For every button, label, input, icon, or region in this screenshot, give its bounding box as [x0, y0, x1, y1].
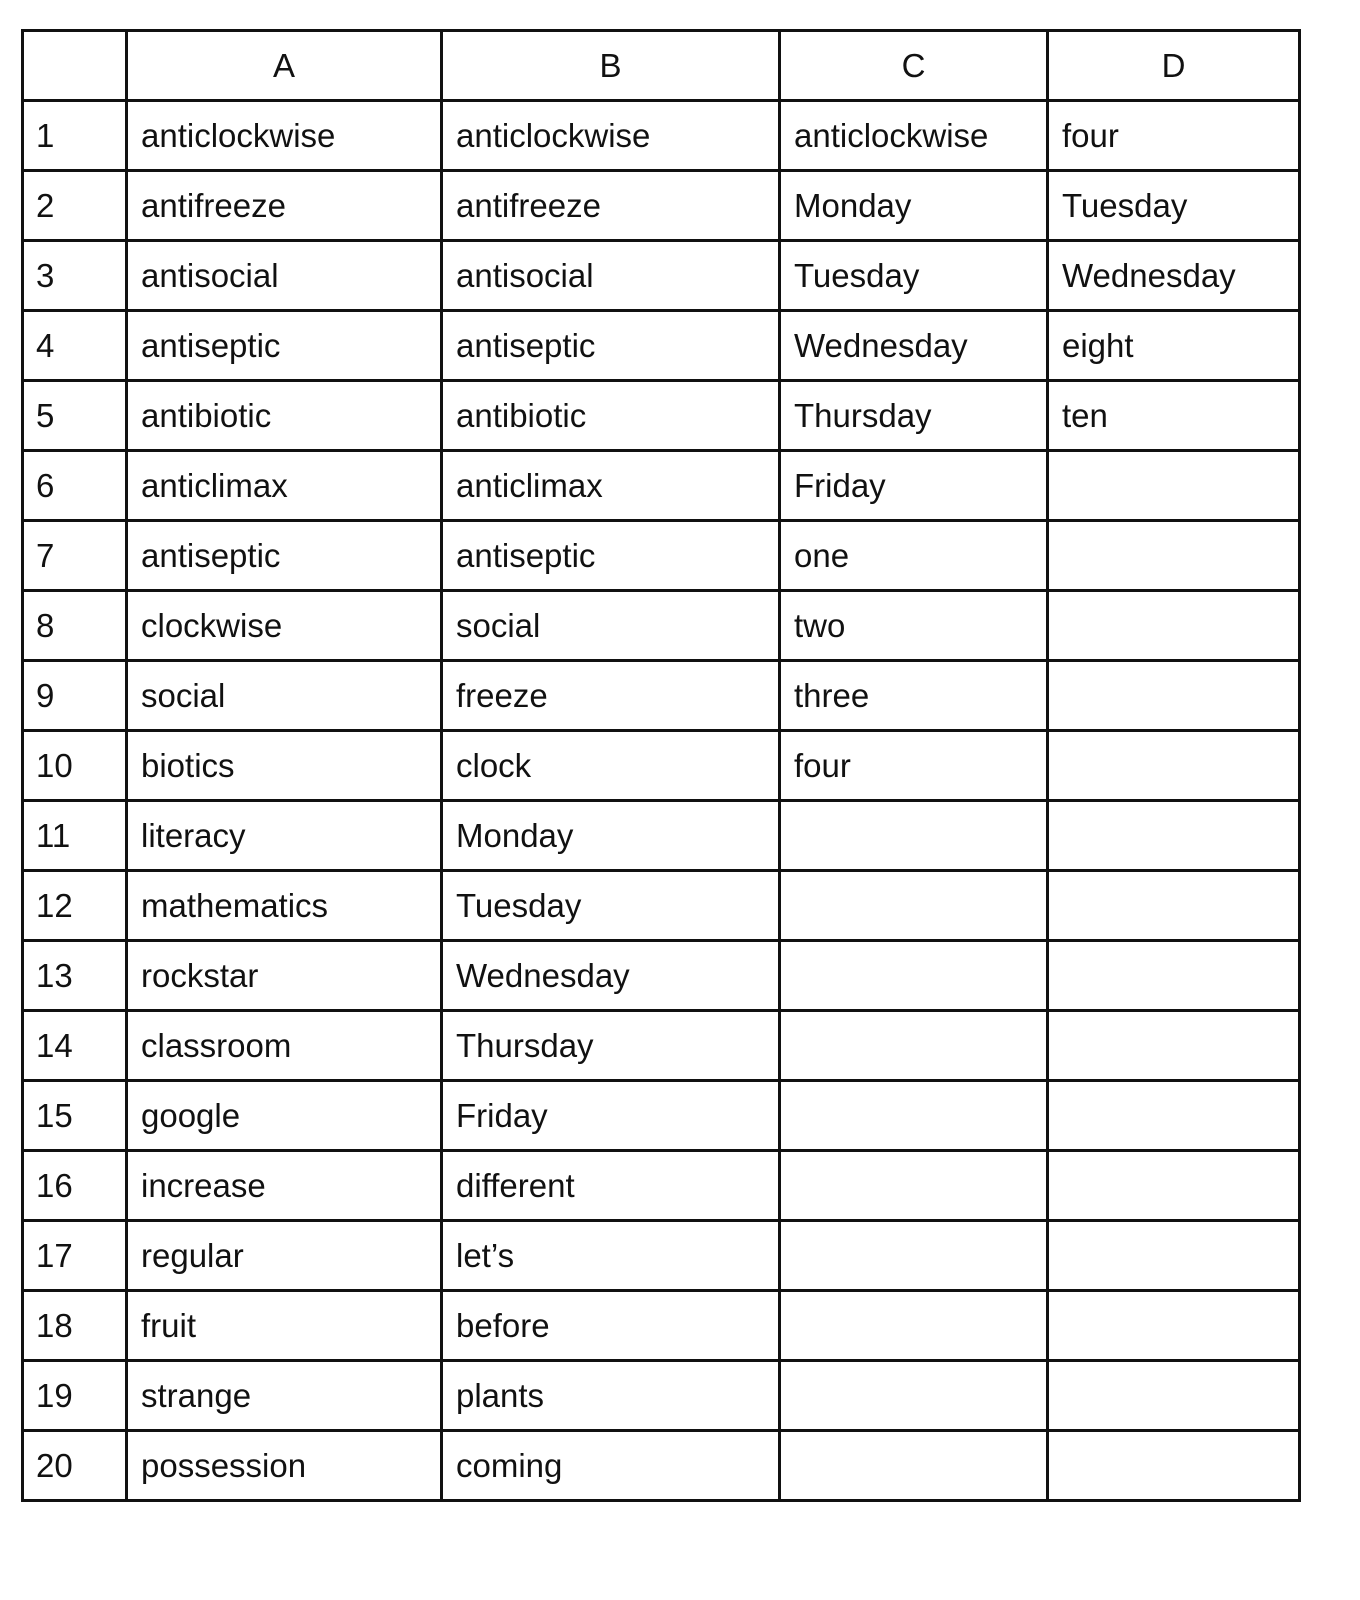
row-number: 5	[23, 381, 127, 451]
row-number: 11	[23, 801, 127, 871]
cell-d: Wednesday	[1048, 241, 1300, 311]
column-header-d: D	[1048, 31, 1300, 101]
cell-b: Wednesday	[442, 941, 780, 1011]
cell-b: antisocial	[442, 241, 780, 311]
row-number: 19	[23, 1361, 127, 1431]
table-row	[23, 171, 1300, 241]
table-row	[23, 1431, 1300, 1501]
cell-d	[1048, 1431, 1300, 1501]
cell-c: Tuesday	[780, 241, 1048, 311]
cell-c: two	[780, 591, 1048, 661]
table-row	[23, 381, 1300, 451]
cell-b: plants	[442, 1361, 780, 1431]
table-row	[23, 521, 1300, 591]
row-number: 20	[23, 1431, 127, 1501]
cell-c: Thursday	[780, 381, 1048, 451]
row-number: 6	[23, 451, 127, 521]
table-row	[23, 871, 1300, 941]
cell-b: social	[442, 591, 780, 661]
cell-b: let’s	[442, 1221, 780, 1291]
cell-d	[1048, 661, 1300, 731]
cell-c: three	[780, 661, 1048, 731]
cell-b: antiseptic	[442, 311, 780, 381]
table-row	[23, 591, 1300, 661]
cell-c: Friday	[780, 451, 1048, 521]
table-row	[23, 241, 1300, 311]
cell-d	[1048, 1151, 1300, 1221]
table-row	[23, 1011, 1300, 1081]
cell-a: classroom	[127, 1011, 442, 1081]
cell-c: Monday	[780, 171, 1048, 241]
table-row	[23, 731, 1300, 801]
cell-a: possession	[127, 1431, 442, 1501]
cell-b: anticlimax	[442, 451, 780, 521]
cell-c: Wednesday	[780, 311, 1048, 381]
cell-a: literacy	[127, 801, 442, 871]
cell-a: antiseptic	[127, 311, 442, 381]
cell-a: antibiotic	[127, 381, 442, 451]
cell-d	[1048, 1011, 1300, 1081]
cell-b: coming	[442, 1431, 780, 1501]
cell-d	[1048, 591, 1300, 661]
table-row	[23, 311, 1300, 381]
cell-a: antifreeze	[127, 171, 442, 241]
cell-c: four	[780, 731, 1048, 801]
cell-a: antisocial	[127, 241, 442, 311]
row-number: 9	[23, 661, 127, 731]
cell-c	[780, 1431, 1048, 1501]
cell-c	[780, 1221, 1048, 1291]
cell-d	[1048, 451, 1300, 521]
column-header-a: A	[127, 31, 442, 101]
cell-b: antiseptic	[442, 521, 780, 591]
table-row	[23, 941, 1300, 1011]
cell-d	[1048, 521, 1300, 591]
cell-c	[780, 1081, 1048, 1151]
cell-c: anticlockwise	[780, 101, 1048, 171]
cell-d: Tuesday	[1048, 171, 1300, 241]
cell-b: freeze	[442, 661, 780, 731]
cell-b: Thursday	[442, 1011, 780, 1081]
cell-d	[1048, 941, 1300, 1011]
cell-c	[780, 871, 1048, 941]
row-number: 12	[23, 871, 127, 941]
cell-b: before	[442, 1291, 780, 1361]
cell-d	[1048, 1361, 1300, 1431]
cell-c	[780, 1011, 1048, 1081]
cell-b: Tuesday	[442, 871, 780, 941]
row-number: 7	[23, 521, 127, 591]
table-row	[23, 1361, 1300, 1431]
table-row	[23, 801, 1300, 871]
cell-b: different	[442, 1151, 780, 1221]
cell-c: one	[780, 521, 1048, 591]
cell-d: four	[1048, 101, 1300, 171]
cell-b: antifreeze	[442, 171, 780, 241]
header-row	[23, 31, 1300, 101]
row-number: 3	[23, 241, 127, 311]
row-number: 1	[23, 101, 127, 171]
cell-a: regular	[127, 1221, 442, 1291]
cell-a: mathematics	[127, 871, 442, 941]
word-table	[21, 29, 1301, 1502]
cell-a: clockwise	[127, 591, 442, 661]
cell-b: anticlockwise	[442, 101, 780, 171]
cell-a: anticlockwise	[127, 101, 442, 171]
cell-c	[780, 1361, 1048, 1431]
row-number: 16	[23, 1151, 127, 1221]
cell-d: eight	[1048, 311, 1300, 381]
row-number: 17	[23, 1221, 127, 1291]
table-row	[23, 451, 1300, 521]
table-row	[23, 1291, 1300, 1361]
cell-c	[780, 1151, 1048, 1221]
cell-a: anticlimax	[127, 451, 442, 521]
cell-b: clock	[442, 731, 780, 801]
table-row	[23, 1151, 1300, 1221]
column-header-b: B	[442, 31, 780, 101]
cell-a: increase	[127, 1151, 442, 1221]
cell-a: fruit	[127, 1291, 442, 1361]
table-row	[23, 101, 1300, 171]
cell-d: ten	[1048, 381, 1300, 451]
cell-d	[1048, 801, 1300, 871]
cell-b: Friday	[442, 1081, 780, 1151]
table-row	[23, 1221, 1300, 1291]
cell-d	[1048, 1081, 1300, 1151]
cell-a: google	[127, 1081, 442, 1151]
cell-b: antibiotic	[442, 381, 780, 451]
cell-d	[1048, 731, 1300, 801]
cell-a: social	[127, 661, 442, 731]
table-body	[23, 101, 1300, 1501]
cell-d	[1048, 1291, 1300, 1361]
cell-c	[780, 941, 1048, 1011]
corner-cell	[23, 31, 127, 101]
cell-a: biotics	[127, 731, 442, 801]
table-row	[23, 1081, 1300, 1151]
cell-d	[1048, 871, 1300, 941]
cell-a: rockstar	[127, 941, 442, 1011]
row-number: 14	[23, 1011, 127, 1081]
row-number: 4	[23, 311, 127, 381]
cell-c	[780, 1291, 1048, 1361]
row-number: 18	[23, 1291, 127, 1361]
cell-a: antiseptic	[127, 521, 442, 591]
table-row	[23, 661, 1300, 731]
row-number: 2	[23, 171, 127, 241]
row-number: 10	[23, 731, 127, 801]
cell-a: strange	[127, 1361, 442, 1431]
cell-b: Monday	[442, 801, 780, 871]
column-header-c: C	[780, 31, 1048, 101]
cell-d	[1048, 1221, 1300, 1291]
row-number: 13	[23, 941, 127, 1011]
row-number: 8	[23, 591, 127, 661]
cell-c	[780, 801, 1048, 871]
row-number: 15	[23, 1081, 127, 1151]
